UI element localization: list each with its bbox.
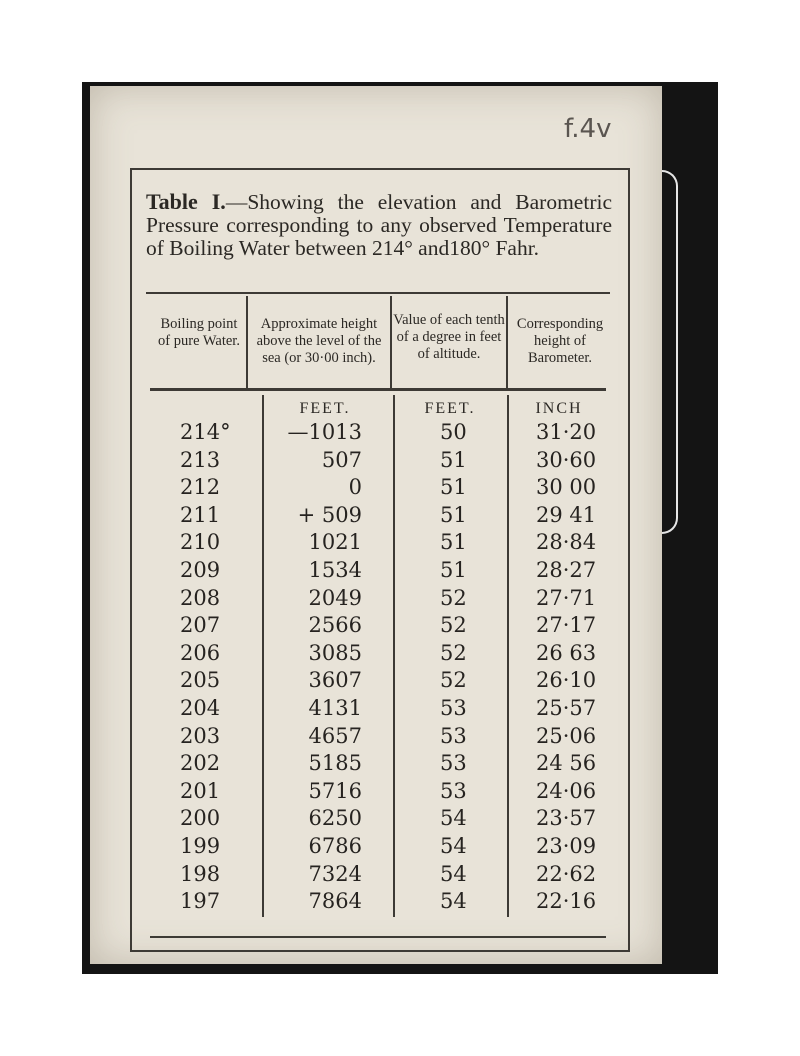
- table-row: [150, 724, 610, 752]
- tenth-value: 51: [440, 502, 467, 527]
- height: 7864: [308, 889, 362, 914]
- height: —1013: [287, 420, 362, 444]
- header-divider-2: [390, 296, 392, 388]
- boiling-point: 200: [180, 806, 221, 831]
- table-row: [150, 779, 610, 807]
- height: 0: [348, 475, 362, 500]
- unit-feet: FEET.: [299, 400, 351, 417]
- boiling-point: 204: [180, 695, 221, 720]
- height: 7324: [308, 861, 362, 886]
- table-row: [150, 641, 610, 669]
- boiling-point: 199: [180, 833, 221, 858]
- table-row: [150, 696, 610, 724]
- header-divider-1: [246, 296, 248, 388]
- height: 4131: [308, 695, 362, 720]
- boiling-point: 211: [180, 502, 221, 527]
- boiling-point: 212: [180, 475, 221, 500]
- table-row: [150, 806, 610, 834]
- tenth-value: 51: [440, 530, 467, 555]
- height: 3085: [308, 640, 362, 665]
- boiling-point: 210: [180, 530, 221, 555]
- table-row: [150, 834, 610, 862]
- barometer: 31·20: [536, 420, 597, 444]
- header-height: Approximate height above the level of the sea (or 30·00 inch).: [256, 316, 382, 366]
- unit-feet-value: FEET.: [424, 400, 476, 417]
- table-row: [150, 586, 610, 614]
- barometer: 29 41: [536, 502, 597, 527]
- barometer: 25·57: [536, 695, 597, 720]
- barometer: 27·71: [536, 585, 597, 610]
- barometer: 22·16: [536, 889, 597, 914]
- title-rule: [146, 292, 610, 294]
- tenth-value: 54: [440, 889, 467, 914]
- tenth-value: 52: [440, 585, 467, 610]
- header-barometer: Corresponding height of Barometer.: [516, 316, 604, 366]
- header-boiling-point: Boiling point of pure Water.: [158, 316, 240, 349]
- pencil-annotation: f.4v: [564, 114, 612, 144]
- height: 4657: [308, 723, 362, 748]
- tenth-value: 52: [440, 640, 467, 665]
- table-row: [150, 420, 610, 448]
- boiling-point: 198: [180, 861, 221, 886]
- table-body: [150, 420, 610, 917]
- barometer: 27·17: [536, 613, 597, 638]
- barometer: 22·62: [536, 861, 597, 886]
- table-row: [150, 862, 610, 890]
- table-row: [150, 448, 610, 476]
- boiling-point: 214°: [180, 420, 231, 444]
- barometer: 23·09: [536, 833, 597, 858]
- tenth-value: 54: [440, 833, 467, 858]
- tenth-value: 53: [440, 695, 467, 720]
- barometer: 24 56: [536, 751, 597, 776]
- header-rule: [150, 388, 606, 391]
- height: 2049: [308, 585, 362, 610]
- unit-inch: INCH: [535, 400, 583, 417]
- tenth-value: 53: [440, 723, 467, 748]
- tenth-value: 51: [440, 475, 467, 500]
- barometer: 28·84: [536, 530, 597, 555]
- barometer: 30 00: [536, 475, 597, 500]
- tenth-value: 54: [440, 861, 467, 886]
- barometer: 26·10: [536, 668, 597, 693]
- tenth-value: 53: [440, 751, 467, 776]
- height: 507: [321, 447, 362, 472]
- table-row: [150, 530, 610, 558]
- table-row: [150, 889, 610, 917]
- tenth-value: 53: [440, 778, 467, 803]
- table-title-lead: Table I.: [146, 189, 226, 214]
- height: 5716: [308, 778, 362, 803]
- boiling-point: 207: [180, 613, 221, 638]
- header-divider-3: [506, 296, 508, 388]
- height: 3607: [308, 668, 362, 693]
- tenth-value: 54: [440, 806, 467, 831]
- table-title: [146, 190, 612, 260]
- tenth-value: 51: [440, 557, 467, 582]
- table-row: [150, 503, 610, 531]
- height: 6250: [308, 806, 362, 831]
- table-title-text: —Showing the elevation and Barometric Pressure corresponding to any observed Temperature of Boiling Water between 214° and180° Fahr.: [146, 190, 612, 260]
- boiling-point: 208: [180, 585, 221, 610]
- boiling-point: 202: [180, 751, 221, 776]
- boiling-point: 206: [180, 640, 221, 665]
- height: 6786: [308, 833, 362, 858]
- barometer: 30·60: [536, 447, 597, 472]
- page-curl: [662, 170, 678, 534]
- height: + 509: [297, 502, 362, 527]
- height: 1534: [308, 557, 362, 582]
- boiling-point: 197: [180, 889, 221, 914]
- height: 5185: [308, 751, 362, 776]
- table-row: [150, 668, 610, 696]
- table-row: [150, 558, 610, 586]
- tenth-value: 52: [440, 668, 467, 693]
- tenth-value: 51: [440, 447, 467, 472]
- boiling-point: 209: [180, 557, 221, 582]
- tenth-value: 52: [440, 613, 467, 638]
- barometer: 25·06: [536, 723, 597, 748]
- height: 2566: [308, 613, 362, 638]
- table-row: [150, 475, 610, 503]
- header-value-tenth: Value of each tenth of a degree in feet of altitude.: [393, 312, 505, 362]
- height: 1021: [308, 530, 362, 555]
- boiling-point: 203: [180, 723, 221, 748]
- barometer: 28·27: [536, 557, 597, 582]
- barometer: 24·06: [536, 778, 597, 803]
- boiling-point: 213: [180, 447, 221, 472]
- boiling-point: 205: [180, 668, 221, 693]
- table-row: [150, 751, 610, 779]
- barometer: 23·57: [536, 806, 597, 831]
- boiling-point: 201: [180, 778, 221, 803]
- bottom-rule: [150, 936, 606, 938]
- table-row: [150, 613, 610, 641]
- tenth-value: 50: [440, 420, 467, 444]
- barometer: 26 63: [536, 640, 597, 665]
